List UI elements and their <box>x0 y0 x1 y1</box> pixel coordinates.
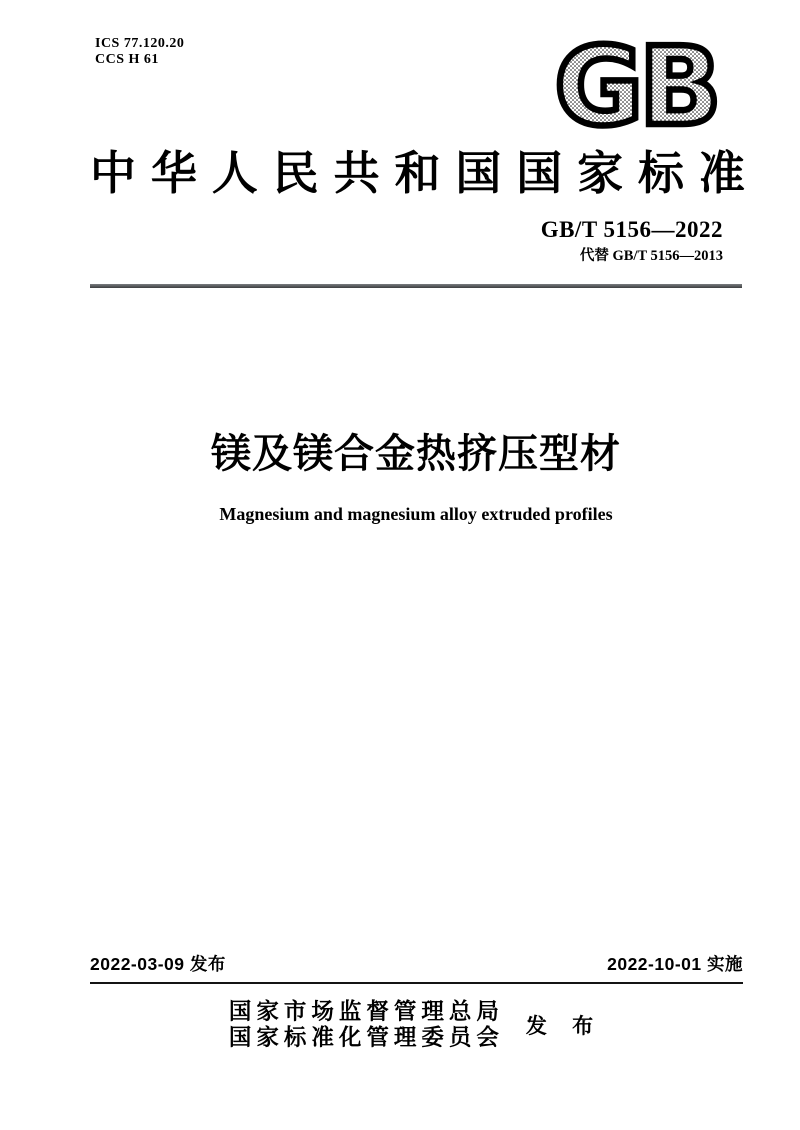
date-row <box>90 951 743 984</box>
header-rule-divider <box>90 284 742 288</box>
implement-date: 2022-10-01 实施 <box>607 954 743 974</box>
issue-date: 2022-03-09 发布 <box>90 954 226 974</box>
issuer-line-1: 国家市场监督管理总局 <box>228 999 504 1024</box>
ics-code: ICS 77.120.20 <box>95 36 185 51</box>
gb-logo-text: GB <box>554 27 718 131</box>
publisher-block <box>90 999 742 1051</box>
ccs-code: CCS H 61 <box>95 52 159 67</box>
gb-logo <box>540 27 732 131</box>
document-title-chinese: 镁及镁合金热挤压型材 <box>211 432 621 476</box>
issue-label: 发 布 <box>525 1014 604 1038</box>
issuer-line-2: 国家标准化管理委员会 <box>228 1025 504 1050</box>
issuers <box>229 999 504 1051</box>
replaced-standard: 代替 GB/T 5156—2013 <box>579 248 723 264</box>
classification-codes <box>95 36 184 68</box>
standard-number: GB/T 5156—2022 <box>540 217 723 242</box>
national-standard-title: 中 华 人 民 共 和 国 国 家 标 准 <box>90 148 745 199</box>
document-title-english: Magnesium and magnesium alloy extruded profiles <box>219 504 613 524</box>
standard-number-block <box>90 216 742 266</box>
